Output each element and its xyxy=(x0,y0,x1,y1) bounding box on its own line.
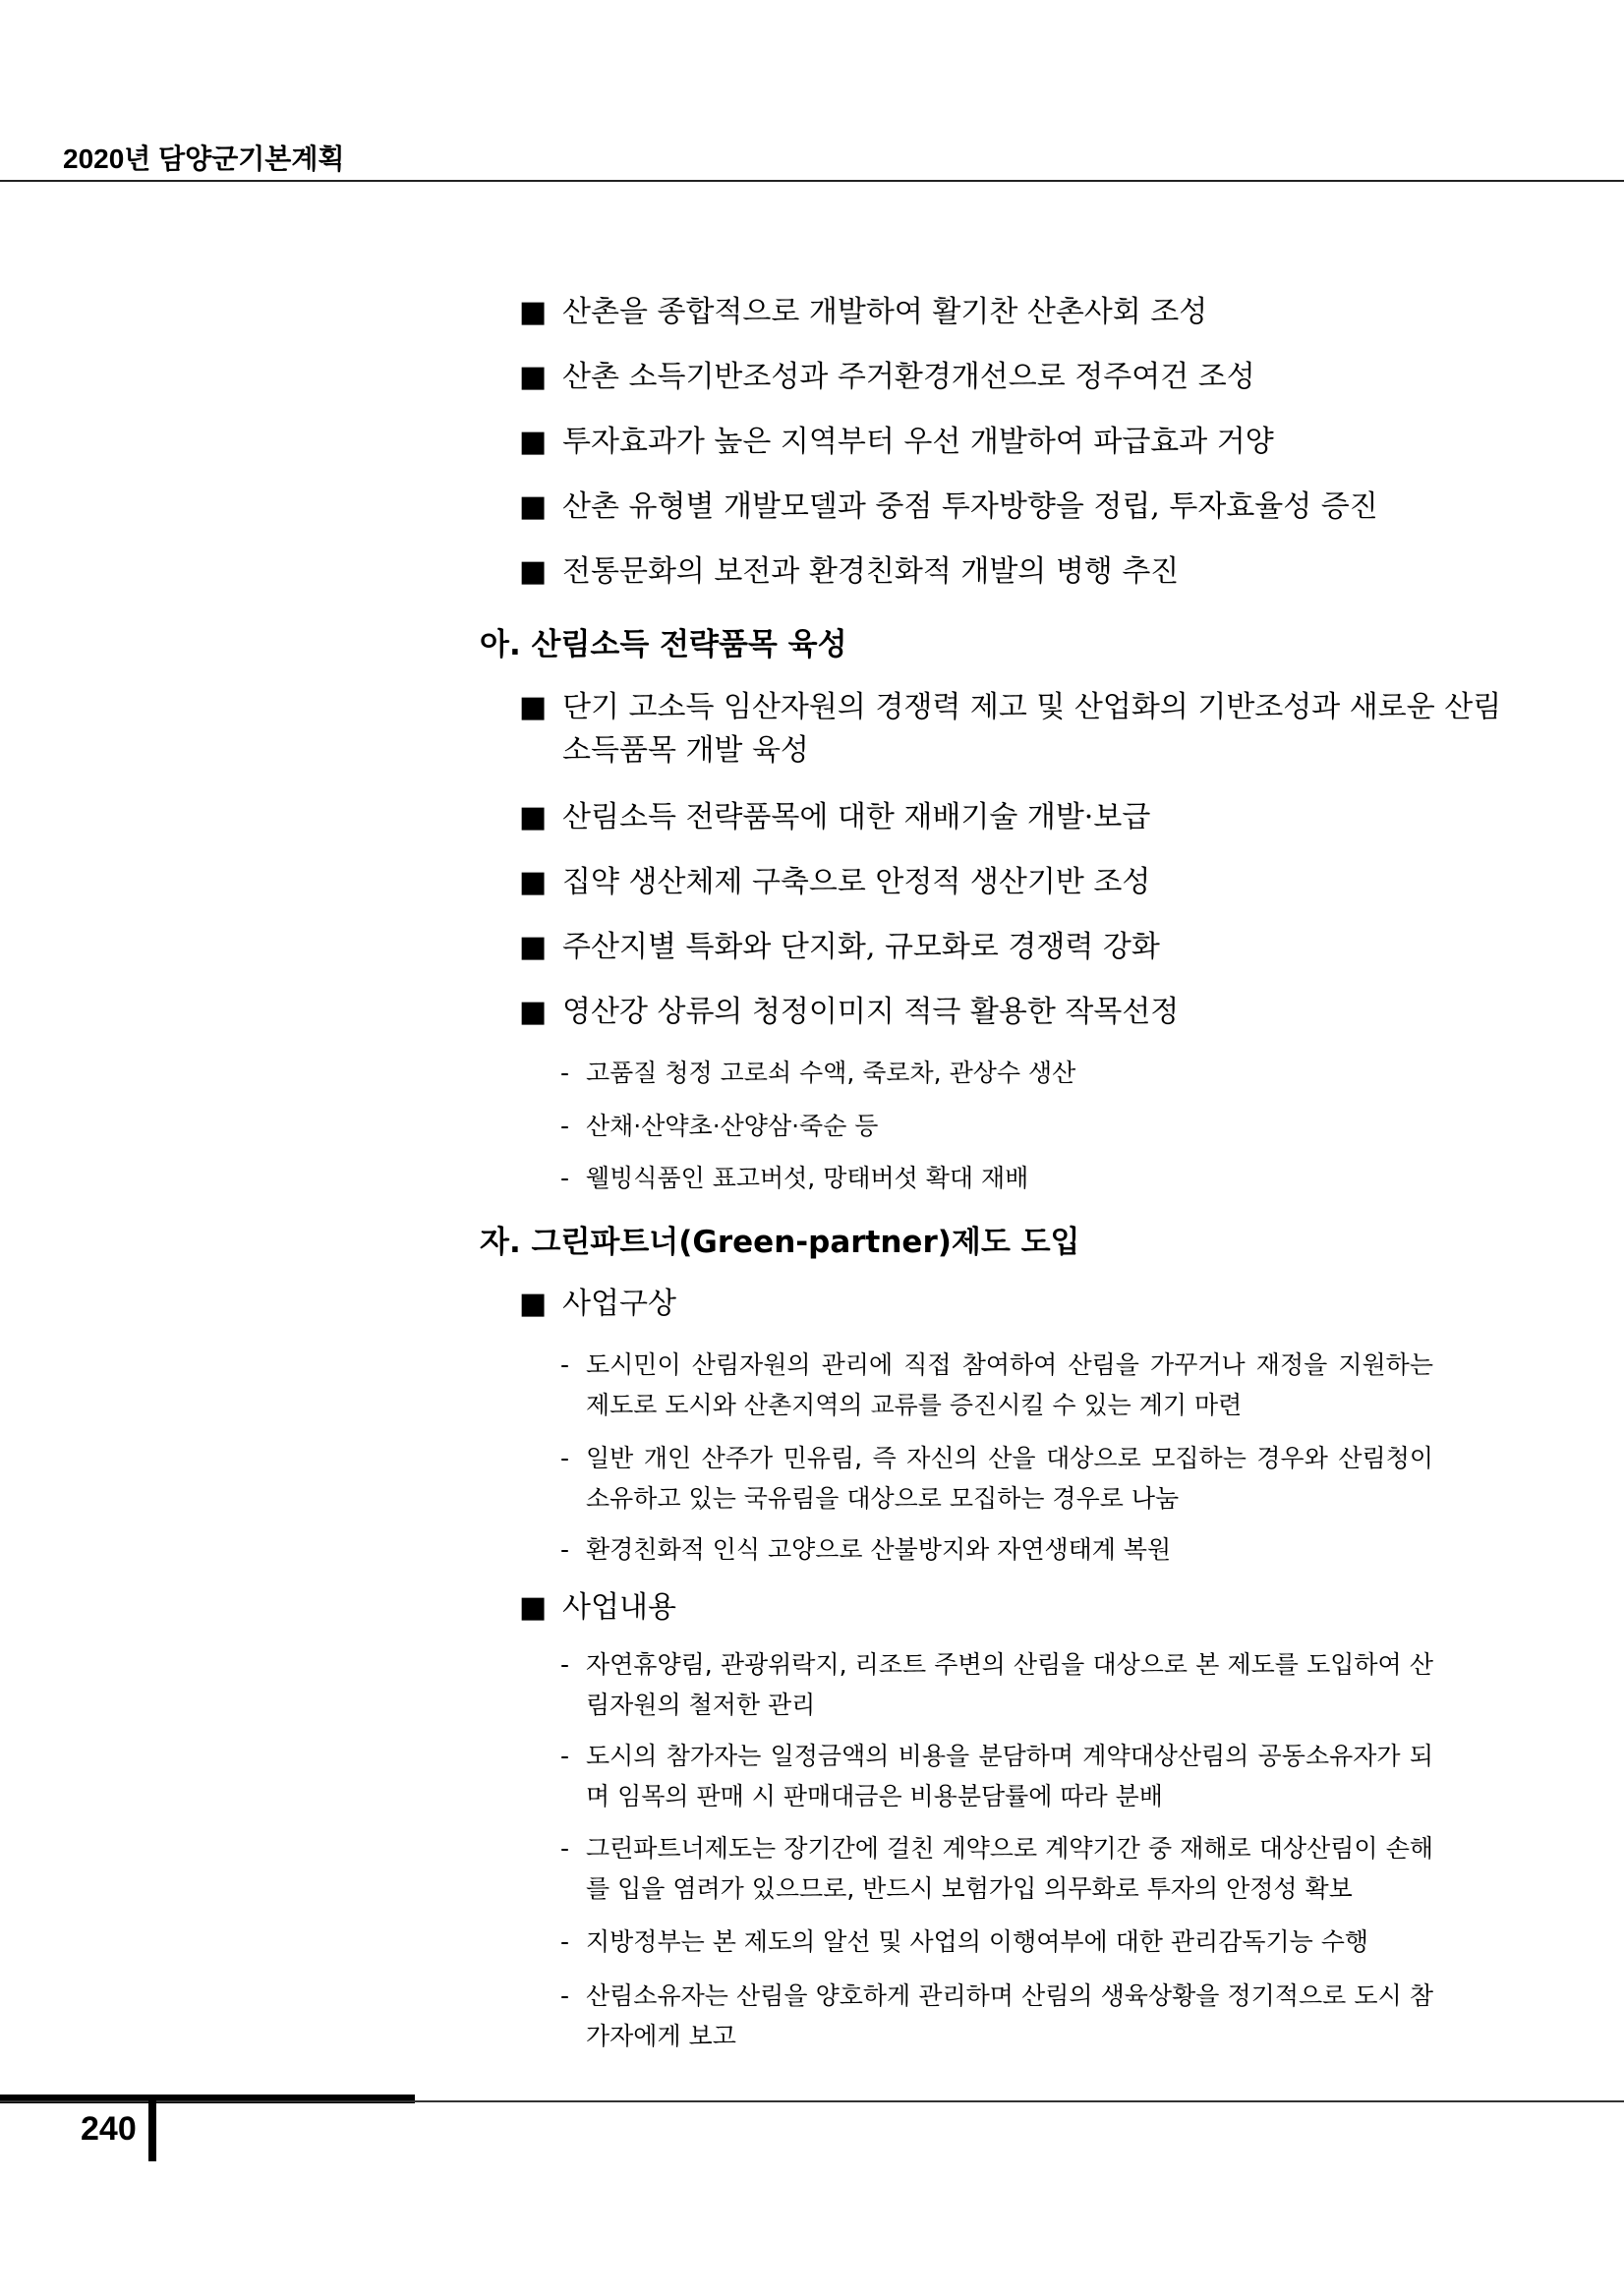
bullet-square-icon: ■ xyxy=(519,800,548,834)
bullet-item xyxy=(519,991,1502,1034)
bullet-square-icon: ■ xyxy=(519,690,548,724)
bullet-item xyxy=(519,550,1502,594)
dash-text: 산채·산약초·산양삼·죽순 등 xyxy=(586,1112,879,1140)
page-number: 240 xyxy=(81,2110,137,2148)
bullet-item xyxy=(519,926,1502,969)
dash-marker: - xyxy=(560,1444,570,1472)
dash-text: 일반 개인 산주가 민유림, 즉 자신의 산을 대상으로 모집하는 경우와 산림청이 소유하고 있는 국유림을 대상으로 모집하는 경우로 나눔 xyxy=(586,1444,1433,1513)
running-header-title: 2020년 담양군기본계획 xyxy=(63,144,345,174)
dash-text: 그린파트너제도는 장기간에 걸친 계약으로 계약기간 중 재해로 대상산림이 손해를 입을 염려가 있으므로, 반드시 보험가입 의무화로 투자의 안정성 확보 xyxy=(586,1834,1433,1903)
dash-item xyxy=(560,1644,1433,1725)
dash-item xyxy=(560,1529,1433,1570)
bullet-item xyxy=(519,1283,1502,1326)
bullet-item xyxy=(519,291,1502,334)
dash-text: 자연휴양림, 관광위락지, 리조트 주변의 산림을 대상으로 본 제도를 도입하여 산림자원의 철저한 관리 xyxy=(586,1650,1433,1719)
bullet-item xyxy=(519,1586,1502,1630)
dash-text: 도시민이 산림자원의 관리에 직접 참여하여 산림을 가꾸거나 재정을 지원하는 제도로 도시와 산촌지역의 교류를 증진시킬 수 있는 계기 마련 xyxy=(586,1350,1433,1419)
dash-item xyxy=(560,1106,1433,1146)
header-divider xyxy=(0,180,1624,182)
dash-text: 웰빙식품인 표고버섯, 망태버섯 확대 재배 xyxy=(586,1164,1029,1192)
bullet-item xyxy=(519,486,1502,529)
bullet-item xyxy=(519,356,1502,399)
dash-marker: - xyxy=(560,1350,570,1379)
dash-text: 산림소유자는 산림을 양호하게 관리하며 산림의 생육상황을 정기적으로 도시 참가자에게 보고 xyxy=(586,1981,1433,2050)
dash-marker: - xyxy=(560,1650,570,1679)
bullet-square-icon: ■ xyxy=(519,1287,548,1321)
subsection-label: 사업구상 xyxy=(562,1287,676,1321)
dash-marker: - xyxy=(560,1112,570,1140)
section-heading-b: 자. 그린파트너(Green-partner)제도 도입 xyxy=(480,1225,1080,1260)
bullet-item xyxy=(519,686,1502,773)
bullet-square-icon: ■ xyxy=(519,425,548,459)
dash-text: 고품질 청정 고로쇠 수액, 죽로차, 관상수 생산 xyxy=(586,1059,1076,1087)
subsection-label: 사업내용 xyxy=(562,1590,676,1625)
dash-marker: - xyxy=(560,1834,570,1863)
bullet-item xyxy=(519,861,1502,904)
bullet-text: 단기 고소득 임산자원의 경쟁력 제고 및 산업화의 기반조성과 새로운 산림소득품목 개발 육성 xyxy=(562,690,1502,768)
bullet-text: 산촌 유형별 개발모델과 중점 투자방향을 정립, 투자효율성 증진 xyxy=(562,489,1378,524)
bullet-item xyxy=(519,421,1502,464)
bullet-text: 영산강 상류의 청정이미지 적극 활용한 작목선정 xyxy=(562,995,1180,1029)
bullet-item xyxy=(519,796,1502,839)
bullet-text: 전통문화의 보전과 환경친화적 개발의 병행 추진 xyxy=(562,554,1180,589)
bullet-square-icon: ■ xyxy=(519,295,548,329)
dash-item xyxy=(560,1158,1433,1198)
dash-marker: - xyxy=(560,1742,570,1770)
dash-text: 도시의 참가자는 일정금액의 비용을 분담하며 계약대상산림의 공동소유자가 되며 임목의 판매 시 판매대금은 비용분담률에 따라 분배 xyxy=(586,1742,1433,1810)
dash-marker: - xyxy=(560,1927,570,1956)
bullet-square-icon: ■ xyxy=(519,930,548,964)
bullet-square-icon: ■ xyxy=(519,554,548,589)
bullet-square-icon: ■ xyxy=(519,865,548,899)
bullet-square-icon: ■ xyxy=(519,1590,548,1625)
bullet-square-icon: ■ xyxy=(519,360,548,394)
dash-marker: - xyxy=(560,1164,570,1192)
bullet-text: 투자효과가 높은 지역부터 우선 개발하여 파급효과 거양 xyxy=(562,425,1274,459)
dash-item xyxy=(560,1438,1433,1519)
footer-divider xyxy=(0,2100,1624,2102)
bullet-square-icon: ■ xyxy=(519,489,548,524)
bullet-text: 산림소득 전략품목에 대한 재배기술 개발·보급 xyxy=(562,800,1151,834)
dash-item xyxy=(560,1736,1433,1816)
bullet-text: 주산지별 특화와 단지화, 규모화로 경쟁력 강화 xyxy=(562,930,1160,964)
dash-item xyxy=(560,1976,1433,2056)
bullet-text: 집약 생산체제 구축으로 안정적 생산기반 조성 xyxy=(562,865,1151,899)
dash-marker: - xyxy=(560,1059,570,1087)
dash-marker: - xyxy=(560,1981,570,2010)
dash-marker: - xyxy=(560,1535,570,1564)
bullet-text: 산촌 소득기반조성과 주거환경개선으로 정주여건 조성 xyxy=(562,360,1255,394)
bullet-text: 산촌을 종합적으로 개발하여 활기찬 산촌사회 조성 xyxy=(562,295,1208,329)
dash-item xyxy=(560,1922,1433,1962)
bullet-square-icon: ■ xyxy=(519,995,548,1029)
dash-text: 지방정부는 본 제도의 알선 및 사업의 이행여부에 대한 관리감독기능 수행 xyxy=(586,1927,1369,1956)
dash-text: 환경친화적 인식 고양으로 산불방지와 자연생태계 복원 xyxy=(586,1535,1172,1564)
dash-item xyxy=(560,1828,1433,1909)
dash-item xyxy=(560,1345,1433,1425)
section-heading-a: 아. 산림소득 전략품목 육성 xyxy=(480,627,847,662)
dash-item xyxy=(560,1053,1433,1093)
page-number-bar xyxy=(148,2100,156,2161)
